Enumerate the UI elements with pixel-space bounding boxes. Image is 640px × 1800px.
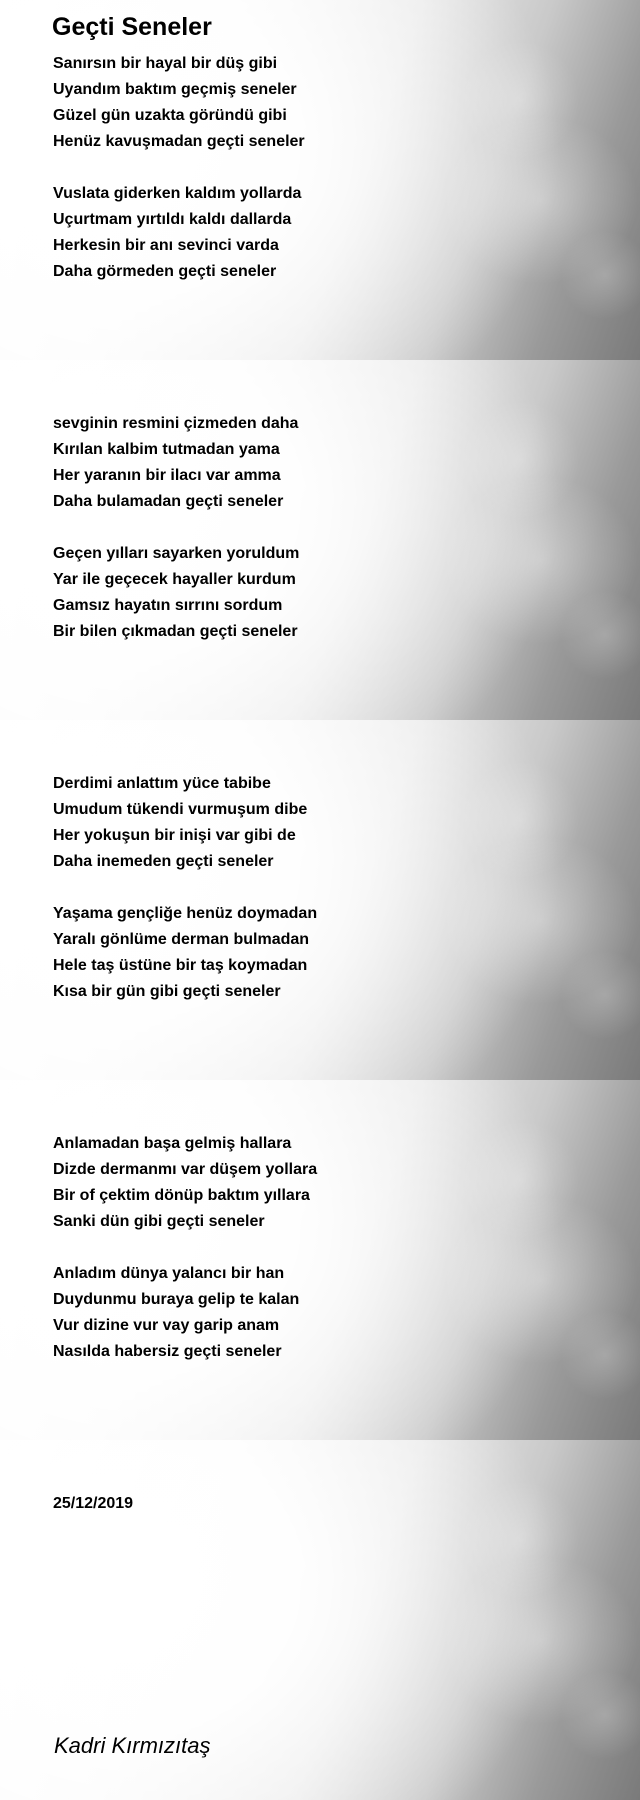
poem-line: Yaşama gençliğe henüz doymadan [53, 905, 318, 922]
poem-panel-5 [0, 1440, 640, 1800]
poem-line: Sanki dün gibi geçti seneler [53, 1213, 265, 1230]
poem-line: Anladım dünya yalancı bir han [53, 1265, 285, 1282]
poem-panel-4 [0, 1080, 640, 1440]
poem-line: Dizde dermanmı var düşem yollara [53, 1161, 318, 1178]
poem-line: Bir of çektim dönüp baktım yıllara [53, 1187, 310, 1204]
poem-panel-3 [0, 720, 640, 1080]
author-signature: Kadri Kırmızıtaş [54, 1733, 211, 1758]
poem-line: Her yokuşun bir inişi var gibi de [53, 827, 296, 844]
poem-line: Herkesin bir anı sevinci varda [53, 237, 279, 254]
poem-line: Daha bulamadan geçti seneler [53, 493, 284, 510]
poem-line: Daha görmeden geçti seneler [53, 263, 277, 280]
poem-line: Kırılan kalbim tutmadan yama [53, 441, 280, 458]
poem-date: 25/12/2019 [53, 1495, 134, 1512]
stanza-2 [53, 181, 301, 285]
stanza-8 [53, 1261, 299, 1365]
poem-line: Yar ile geçecek hayaller kurdum [53, 571, 296, 588]
poem-line: Yaralı gönlüme derman bulmadan [53, 931, 310, 948]
poem-line: Güzel gün uzakta göründü gibi [53, 107, 287, 124]
stanza-7 [53, 1131, 317, 1235]
poem-line: Uçurtmam yırtıldı kaldı dallarda [53, 211, 292, 228]
poem-line: Umudum tükendi vurmuşum dibe [53, 801, 308, 818]
poem-line: Sanırsın bir hayal bir düş gibi [53, 55, 278, 72]
stanza-1 [53, 51, 305, 155]
poem-line: Henüz kavuşmadan geçti seneler [53, 133, 305, 150]
poem-line: Bir bilen çıkmadan geçti seneler [53, 623, 298, 640]
stanza-3 [53, 411, 298, 515]
poem-panel-1 [0, 0, 640, 360]
poem-line: Vuslata giderken kaldım yollarda [53, 185, 302, 202]
poem-line: Uyandım baktım geçmiş seneler [53, 81, 297, 98]
poem-line: Hele taş üstüne bir taş koymadan [53, 957, 308, 974]
poem-line: sevginin resmini çizmeden daha [53, 415, 299, 432]
poem-line: Anlamadan başa gelmiş hallara [53, 1135, 292, 1152]
stanza-5 [53, 771, 307, 875]
poem-line: Geçen yılları sayarken yoruldum [53, 545, 300, 562]
poem-line: Kısa bir gün gibi geçti seneler [53, 983, 281, 1000]
poem-line: Duydunmu buraya gelip te kalan [53, 1291, 300, 1308]
stanza-6 [53, 901, 317, 1005]
poem-title: Geçti Seneler [52, 13, 212, 41]
poem-line: Derdimi anlattım yüce tabibe [53, 775, 271, 792]
poem-line: Gamsız hayatın sırrını sordum [53, 597, 283, 614]
poem-line: Her yaranın bir ilacı var amma [53, 467, 281, 484]
poem-panel-2 [0, 360, 640, 720]
poem-line: Daha inemeden geçti seneler [53, 853, 274, 870]
poem-line: Vur dizine vur vay garip anam [53, 1317, 280, 1334]
poem-line: Nasılda habersiz geçti seneler [53, 1343, 282, 1360]
stanza-4 [53, 541, 299, 645]
